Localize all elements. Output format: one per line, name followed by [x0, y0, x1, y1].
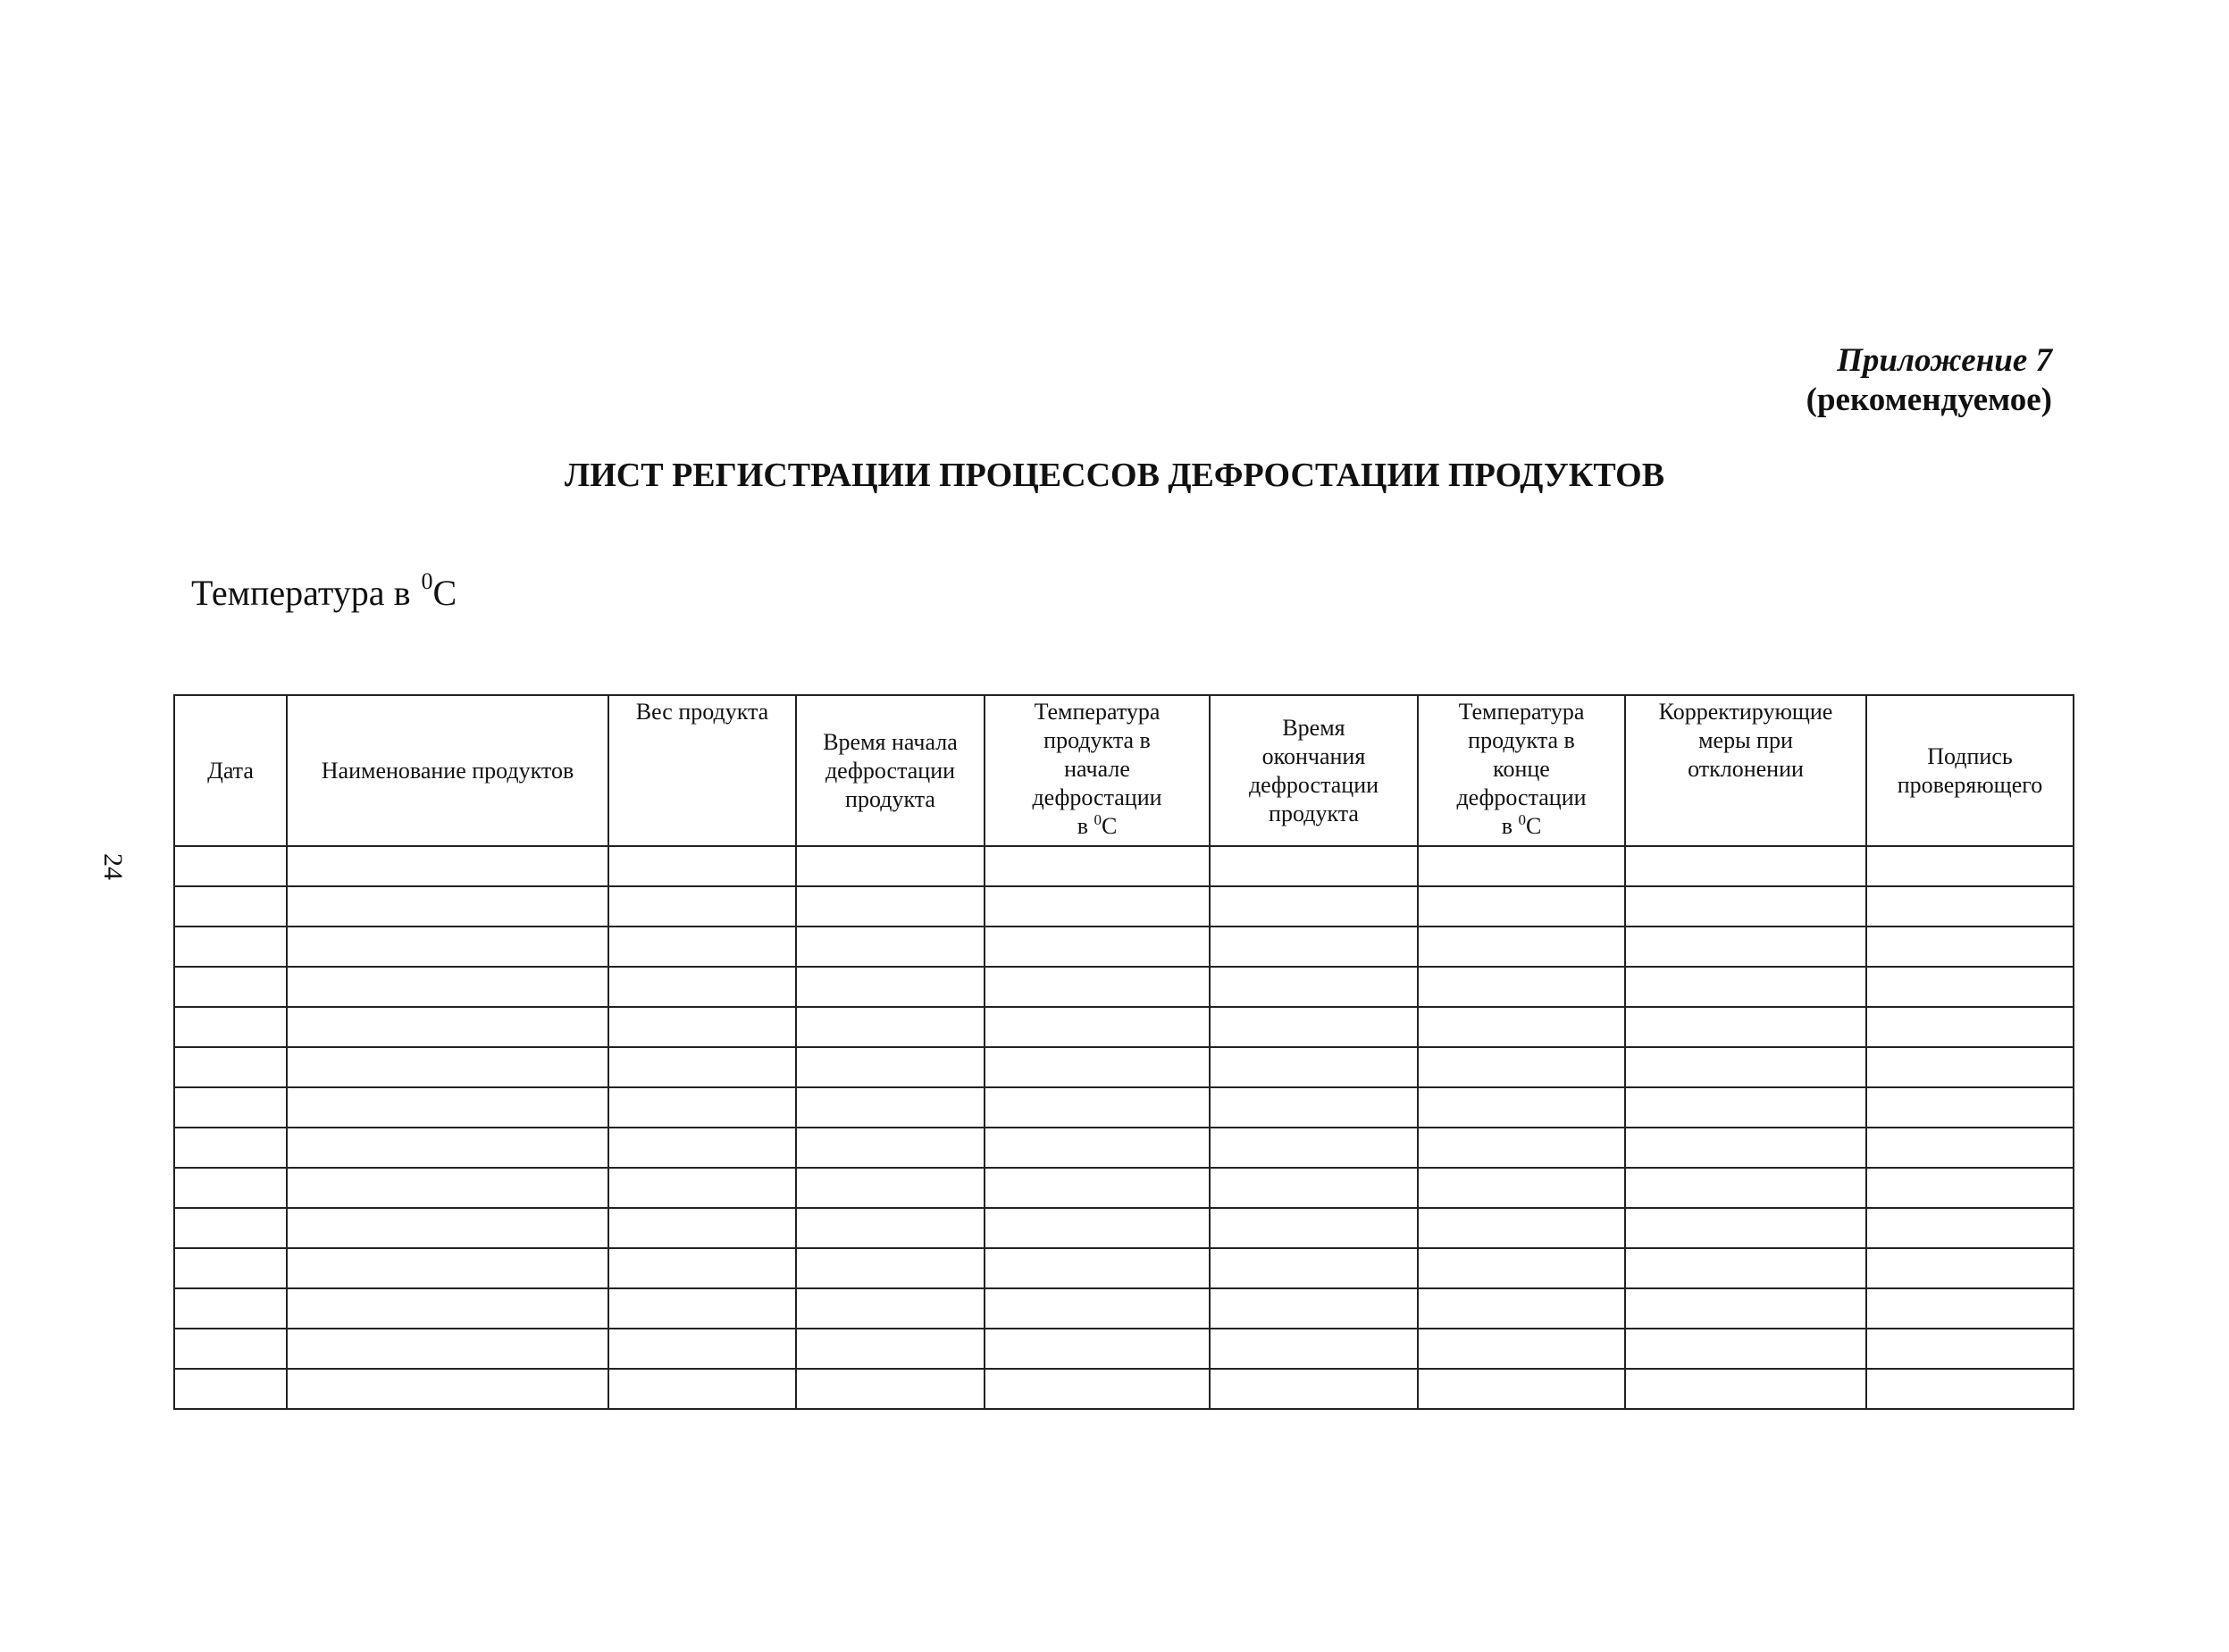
- table-cell: [174, 1007, 287, 1047]
- column-header-label: Корректирующие меры при отклонении: [1658, 699, 1833, 782]
- table-cell: [796, 1168, 985, 1208]
- table-cell: [287, 846, 608, 886]
- table-cell: [1625, 1329, 1866, 1369]
- table-cell: [1210, 886, 1418, 927]
- table-cell: [796, 1248, 985, 1288]
- table-cell: [1418, 1208, 1625, 1248]
- table-cell: [985, 1128, 1210, 1168]
- table-cell: [985, 1288, 1210, 1329]
- table-cell: [1418, 1329, 1625, 1369]
- table-cell: [796, 846, 985, 886]
- table-row: [174, 1087, 2074, 1128]
- column-header-text: Температура продукта в начале дефростации в: [1032, 699, 1162, 839]
- table-cell: [1625, 1047, 1866, 1087]
- temperature-note-unit: С: [432, 573, 457, 613]
- table-cell: [1418, 1168, 1625, 1208]
- table-cell: [1210, 1087, 1418, 1128]
- table-cell: [985, 1369, 1210, 1409]
- table-cell: [174, 1329, 287, 1369]
- table-cell: [608, 1128, 796, 1168]
- table-cell: [985, 886, 1210, 927]
- table-cell: [287, 1128, 608, 1168]
- table-cell: [1866, 1208, 2074, 1248]
- table-cell: [985, 967, 1210, 1007]
- table-cell: [985, 1047, 1210, 1087]
- column-header-label: Наименование продуктов: [321, 757, 574, 784]
- appendix-title: Приложение 7: [1837, 342, 2052, 379]
- table-row: [174, 846, 2074, 886]
- table-cell: [287, 1369, 608, 1409]
- table-header-row: [174, 695, 2074, 846]
- table-cell: [608, 1288, 796, 1329]
- table-cell: [1866, 927, 2074, 967]
- table-cell: [287, 1087, 608, 1128]
- table-cell: [796, 1007, 985, 1047]
- column-header-start-time: [796, 695, 985, 846]
- table-cell: [287, 1007, 608, 1047]
- table-cell: [608, 967, 796, 1007]
- table-cell: [608, 1329, 796, 1369]
- table-cell: [796, 1329, 985, 1369]
- table-cell: [287, 967, 608, 1007]
- column-header-date: [174, 695, 287, 846]
- table-cell: [1625, 927, 1866, 967]
- table-cell: [796, 886, 985, 927]
- table-cell: [287, 927, 608, 967]
- table-cell: [174, 846, 287, 886]
- table-cell: [1210, 927, 1418, 967]
- table-cell: [1418, 1007, 1625, 1047]
- table-cell: [985, 1248, 1210, 1288]
- table-cell: [608, 1168, 796, 1208]
- temperature-note-degree: 0: [421, 568, 433, 594]
- table-cell: [174, 927, 287, 967]
- table-cell: [1210, 1168, 1418, 1208]
- table-cell: [796, 1208, 985, 1248]
- table-cell: [1625, 1168, 1866, 1208]
- table-cell: [174, 1047, 287, 1087]
- table-row: [174, 967, 2074, 1007]
- table-cell: [1866, 1087, 2074, 1128]
- column-header-start-temperature: [985, 695, 1210, 846]
- degree-superscript: 0: [1518, 811, 1526, 828]
- column-header-product-name: [287, 695, 608, 846]
- table-cell: [796, 1288, 985, 1329]
- temperature-note: [191, 568, 457, 614]
- table-cell: [608, 927, 796, 967]
- table-cell: [1625, 1087, 1866, 1128]
- column-header-label: Подпись проверяющего: [1897, 742, 2043, 798]
- table-body: [174, 846, 2074, 1409]
- table-cell: [608, 1369, 796, 1409]
- table-cell: [1625, 1007, 1866, 1047]
- table-cell: [608, 1007, 796, 1047]
- table-cell: [1210, 1329, 1418, 1369]
- table-cell: [608, 1208, 796, 1248]
- table-cell: [1866, 846, 2074, 886]
- table-cell: [608, 1047, 796, 1087]
- table-cell: [985, 1168, 1210, 1208]
- table-cell: [174, 1087, 287, 1128]
- table-cell: [1866, 967, 2074, 1007]
- table-cell: [1866, 1047, 2074, 1087]
- table-cell: [174, 1288, 287, 1329]
- table-cell: [1418, 1248, 1625, 1288]
- table-cell: [1418, 1087, 1625, 1128]
- column-header-label: [1419, 698, 1624, 843]
- table-cell: [1866, 886, 2074, 927]
- table-cell: [1210, 1047, 1418, 1087]
- table-cell: [608, 886, 796, 927]
- table-cell: [796, 967, 985, 1007]
- table-row: [174, 1369, 2074, 1409]
- table-cell: [1625, 967, 1866, 1007]
- table-cell: [1210, 1288, 1418, 1329]
- table-cell: [608, 846, 796, 886]
- table-cell: [1210, 1208, 1418, 1248]
- table-cell: [1418, 1288, 1625, 1329]
- table-cell: [796, 1087, 985, 1128]
- column-header-inspector-signature: [1866, 695, 2074, 846]
- table-cell: [796, 1128, 985, 1168]
- table-cell: [1625, 1369, 1866, 1409]
- table-cell: [1866, 1369, 2074, 1409]
- table-row: [174, 1208, 2074, 1248]
- table-cell: [1866, 1329, 2074, 1369]
- table-cell: [1866, 1248, 2074, 1288]
- column-header-label: Время окончания дефростации продукта: [1248, 714, 1379, 826]
- table-row: [174, 1248, 2074, 1288]
- table-cell: [1866, 1128, 2074, 1168]
- column-header-text: Температура продукта в конце дефростации в: [1456, 699, 1587, 839]
- table-cell: [796, 1047, 985, 1087]
- table-cell: [985, 1208, 1210, 1248]
- table-cell: [1625, 1248, 1866, 1288]
- table-cell: [796, 927, 985, 967]
- table-cell: [1418, 886, 1625, 927]
- table-cell: [174, 1248, 287, 1288]
- column-header-end-time: [1210, 695, 1418, 846]
- table-row: [174, 1168, 2074, 1208]
- table-row: [174, 1329, 2074, 1369]
- column-header-label: [985, 698, 1209, 843]
- table-cell: [1418, 967, 1625, 1007]
- table-cell: [287, 1047, 608, 1087]
- table-row: [174, 1128, 2074, 1168]
- degree-superscript: 0: [1094, 811, 1102, 828]
- table-cell: [1418, 1128, 1625, 1168]
- table-row: [174, 1007, 2074, 1047]
- table-cell: [1210, 1007, 1418, 1047]
- table-cell: [287, 1329, 608, 1369]
- table-cell: [1418, 1369, 1625, 1409]
- table-cell: [1210, 1248, 1418, 1288]
- table-cell: [1418, 846, 1625, 886]
- appendix-subtitle: (рекомендуемое): [1806, 382, 2052, 418]
- table-cell: [1866, 1007, 2074, 1047]
- table-cell: [287, 886, 608, 927]
- table-cell: [1866, 1288, 2074, 1329]
- registration-table: [173, 694, 2074, 1410]
- table-cell: [985, 1329, 1210, 1369]
- temperature-note-text: Температура в: [191, 573, 411, 613]
- table-row: [174, 1047, 2074, 1087]
- table-cell: [1625, 846, 1866, 886]
- page-title: ЛИСТ РЕГИСТРАЦИИ ПРОЦЕССОВ ДЕФРОСТАЦИИ ПРОДУКТОВ: [564, 457, 1665, 494]
- table-cell: [1866, 1168, 2074, 1208]
- table-cell: [608, 1087, 796, 1128]
- unit-text: С: [1525, 813, 1542, 839]
- table-cell: [174, 1208, 287, 1248]
- table-cell: [174, 1128, 287, 1168]
- page-number: 24: [98, 853, 128, 880]
- table-cell: [174, 1369, 287, 1409]
- table-cell: [287, 1288, 608, 1329]
- table-cell: [985, 1007, 1210, 1047]
- column-header-label: Время начала дефростации продукта: [823, 728, 958, 812]
- table-cell: [796, 1369, 985, 1409]
- table-cell: [1210, 846, 1418, 886]
- table-cell: [985, 846, 1210, 886]
- table-cell: [174, 1168, 287, 1208]
- column-header-label: Вес продукта: [635, 699, 769, 725]
- column-header-end-temperature: [1418, 695, 1625, 846]
- table-cell: [1210, 1128, 1418, 1168]
- table-row: [174, 886, 2074, 927]
- table-cell: [287, 1168, 608, 1208]
- table-row: [174, 1288, 2074, 1329]
- column-header-corrective-measures: [1625, 695, 1866, 846]
- table-cell: [1210, 967, 1418, 1007]
- table-cell: [287, 1248, 608, 1288]
- table-cell: [1418, 1047, 1625, 1087]
- table-cell: [1625, 1128, 1866, 1168]
- unit-text: С: [1101, 813, 1118, 839]
- table-cell: [287, 1208, 608, 1248]
- table-cell: [174, 886, 287, 927]
- table-cell: [985, 1087, 1210, 1128]
- column-header-weight: [608, 695, 796, 846]
- table-cell: [1625, 1288, 1866, 1329]
- table-cell: [1625, 886, 1866, 927]
- table-row: [174, 927, 2074, 967]
- column-header-label: Дата: [207, 757, 254, 784]
- table-cell: [1418, 927, 1625, 967]
- table-cell: [608, 1248, 796, 1288]
- table-cell: [174, 967, 287, 1007]
- table-cell: [1625, 1208, 1866, 1248]
- table-cell: [1210, 1369, 1418, 1409]
- table-cell: [985, 927, 1210, 967]
